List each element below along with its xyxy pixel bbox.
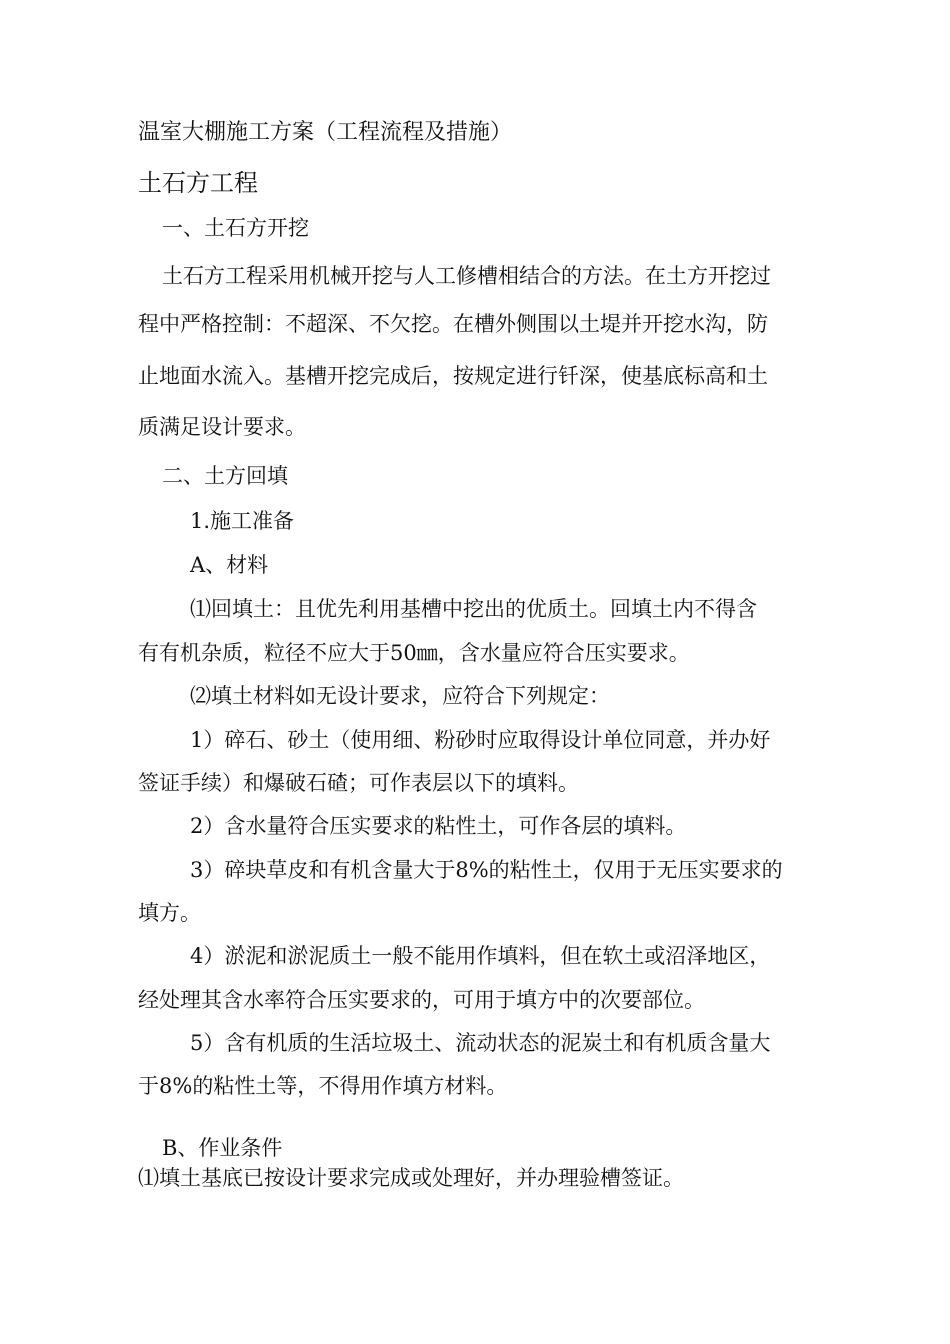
paragraph-line: ⑵填土材料如无设计要求，应符合下列规定： xyxy=(190,684,610,708)
paragraph-line: ⑴回填土：且优先利用基槽中挖出的优质土。回填土内不得含 xyxy=(190,597,757,621)
section-heading: 土石方工程 xyxy=(138,169,258,197)
list-item: 1）碎石、砂土（使用细、粉砂时应取得设计单位同意，并办好 xyxy=(190,728,771,752)
paragraph-line: 止地面水流入。基槽开挖完成后，按规定进行钎深，使基底标高和土 xyxy=(138,364,768,388)
sub-heading: A、材料 xyxy=(190,553,269,577)
document-title: 温室大棚施工方案（工程流程及措施） xyxy=(138,120,513,145)
paragraph-line: 有有机杂质，粒径不应大于50㎜，含水量应符合压实要求。 xyxy=(138,641,690,665)
list-item: 2）含水量符合压实要求的粘性土，可作各层的填料。 xyxy=(190,814,687,838)
list-item-continued: 经处理其含水率符合压实要求的，可用于填方中的次要部位。 xyxy=(138,988,705,1012)
paragraph-line: 程中严格控制：不超深、不欠挖。在槽外侧围以土堤并开挖水沟，防 xyxy=(138,312,768,336)
paragraph-line: ⑴填土基底已按设计要求完成或处理好，并办理验槽签证。 xyxy=(138,1166,684,1190)
subsection-heading: 一、土石方开挖 xyxy=(162,216,309,240)
sub-heading: 1.施工准备 xyxy=(190,509,295,533)
list-item: 4）淤泥和淤泥质土一般不能用作填料，但在软土或沼泽地区， xyxy=(190,944,771,968)
list-item-continued: 填方。 xyxy=(138,901,201,925)
sub-heading: B、作业条件 xyxy=(162,1136,283,1160)
list-item: 3）碎块草皮和有机含量大于8%的粘性土，仅用于无压实要求的 xyxy=(190,858,783,882)
paragraph-line: 土石方工程采用机械开挖与人工修槽相结合的方法。在土方开挖过 xyxy=(162,264,771,288)
list-item-continued: 于8%的粘性土等，不得用作填方材料。 xyxy=(138,1074,508,1098)
paragraph-line: 质满足设计要求。 xyxy=(138,415,306,439)
list-item-continued: 签证手续）和爆破石碴；可作表层以下的填料。 xyxy=(138,771,579,795)
list-item: 5）含有机质的生活垃圾土、流动状态的泥炭土和有机质含量大 xyxy=(190,1031,771,1055)
subsection-heading: 二、土方回填 xyxy=(162,464,288,488)
